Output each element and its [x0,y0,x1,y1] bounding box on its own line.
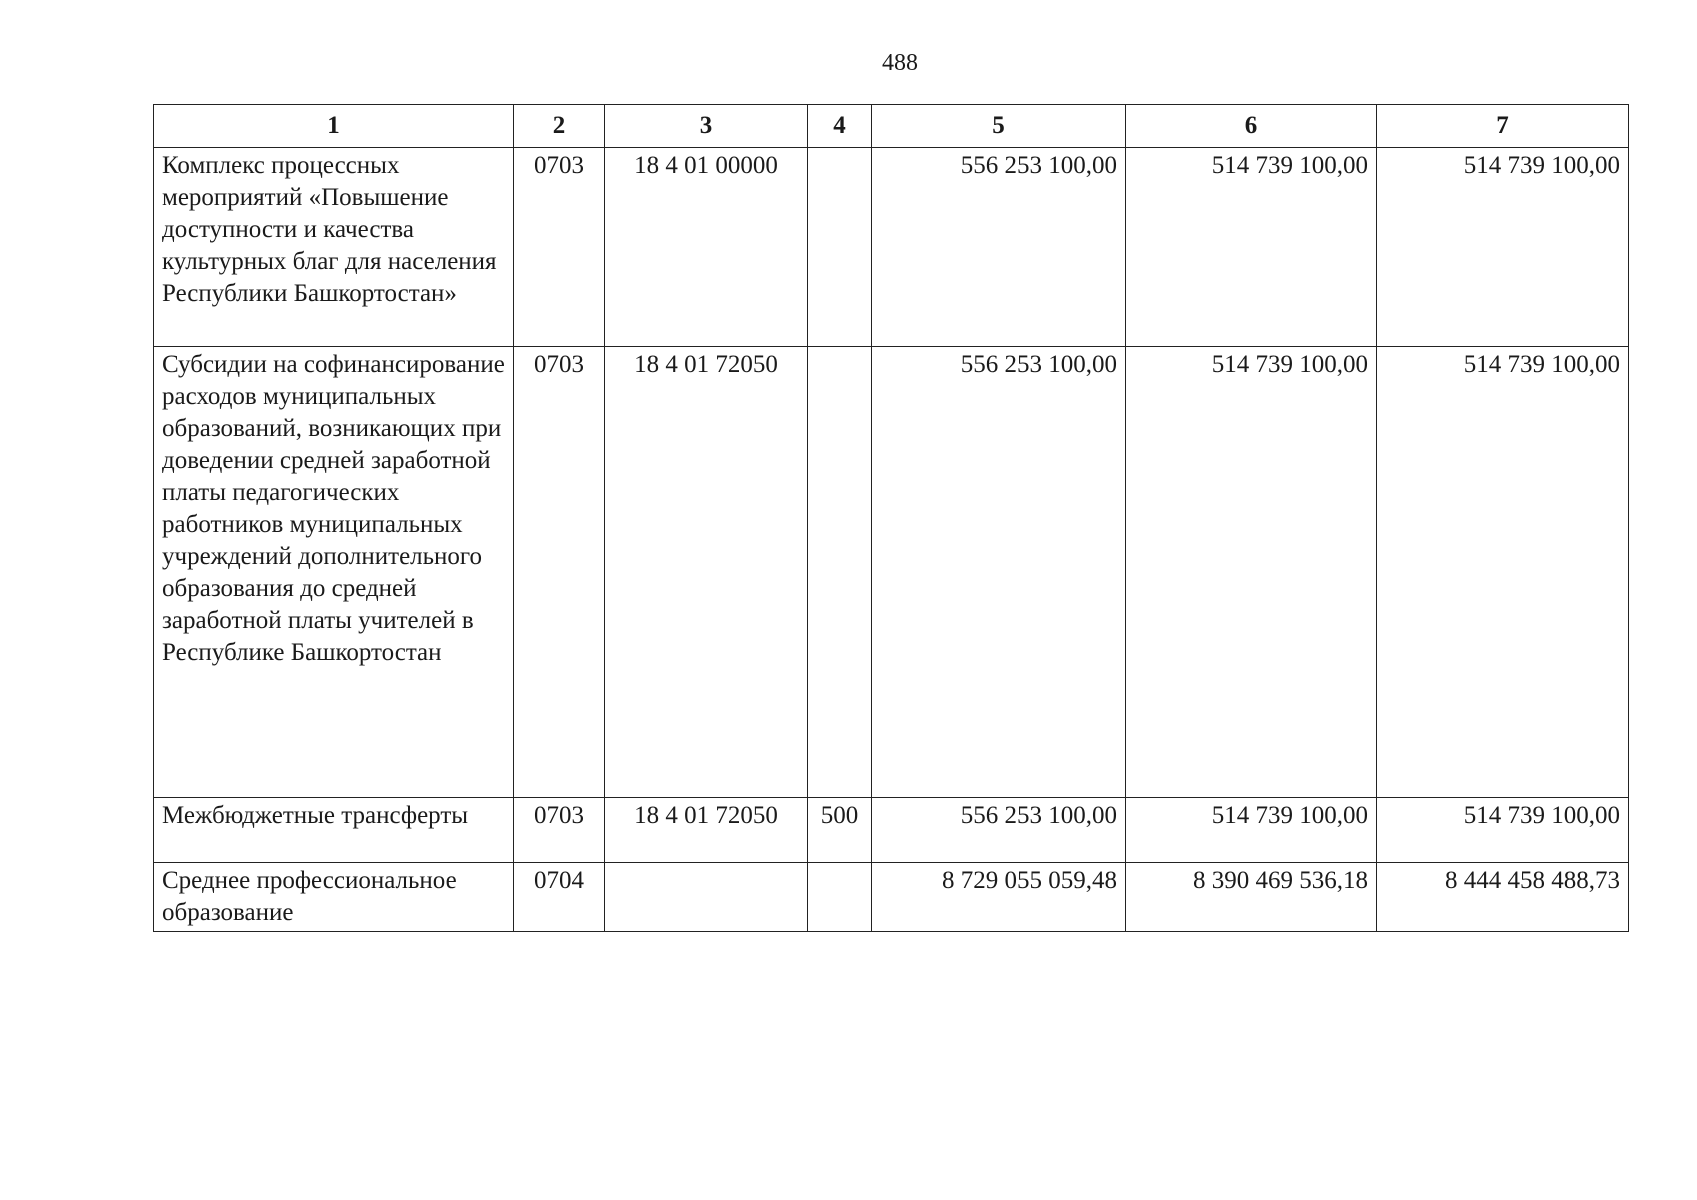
column-header-4: 4 [808,105,872,148]
table-row [154,863,1629,932]
expense-type: 500 [808,798,872,863]
table-row [154,347,1629,798]
amount-col-5: 556 253 100,00 [872,148,1126,347]
amount-col-5: 8 729 055 059,48 [872,863,1126,932]
column-header-5: 5 [872,105,1126,148]
amount-col-6: 514 739 100,00 [1126,148,1377,347]
column-header-2: 2 [514,105,605,148]
amount-col-6: 514 739 100,00 [1126,347,1377,798]
amount-col-7: 8 444 458 488,73 [1377,863,1629,932]
row-name: Межбюджетные трансферты [154,798,514,863]
expense-type [808,863,872,932]
row-name: Среднее профессиональное образование [154,863,514,932]
page-number: 488 [882,50,918,76]
row-name: Комплекс процессных мероприятий «Повышение доступности и качества культурных благ для населения Республики Башкортостан» [154,148,514,347]
budget-table [153,104,1629,932]
target-code: 18 4 01 00000 [605,148,808,347]
column-header-1: 1 [154,105,514,148]
target-code [605,863,808,932]
column-header-7: 7 [1377,105,1629,148]
amount-col-7: 514 739 100,00 [1377,148,1629,347]
row-name: Субсидии на софинансирование расходов муниципальных образований, возникающих при доведении средней заработной платы педагогических работников муниципальных учреждений дополнительного образования до средней заработной платы учителей в Республике Башкортостан [154,347,514,798]
amount-col-5: 556 253 100,00 [872,347,1126,798]
section-code: 0703 [514,148,605,347]
column-header-3: 3 [605,105,808,148]
amount-col-6: 514 739 100,00 [1126,798,1377,863]
target-code: 18 4 01 72050 [605,798,808,863]
amount-col-6: 8 390 469 536,18 [1126,863,1377,932]
expense-type [808,347,872,798]
target-code: 18 4 01 72050 [605,347,808,798]
section-code: 0703 [514,347,605,798]
header-row [154,105,1629,148]
amount-col-7: 514 739 100,00 [1377,798,1629,863]
table-row [154,798,1629,863]
section-code: 0703 [514,798,605,863]
section-code: 0704 [514,863,605,932]
amount-col-5: 556 253 100,00 [872,798,1126,863]
expense-type [808,148,872,347]
table-row [154,148,1629,347]
column-header-6: 6 [1126,105,1377,148]
amount-col-7: 514 739 100,00 [1377,347,1629,798]
